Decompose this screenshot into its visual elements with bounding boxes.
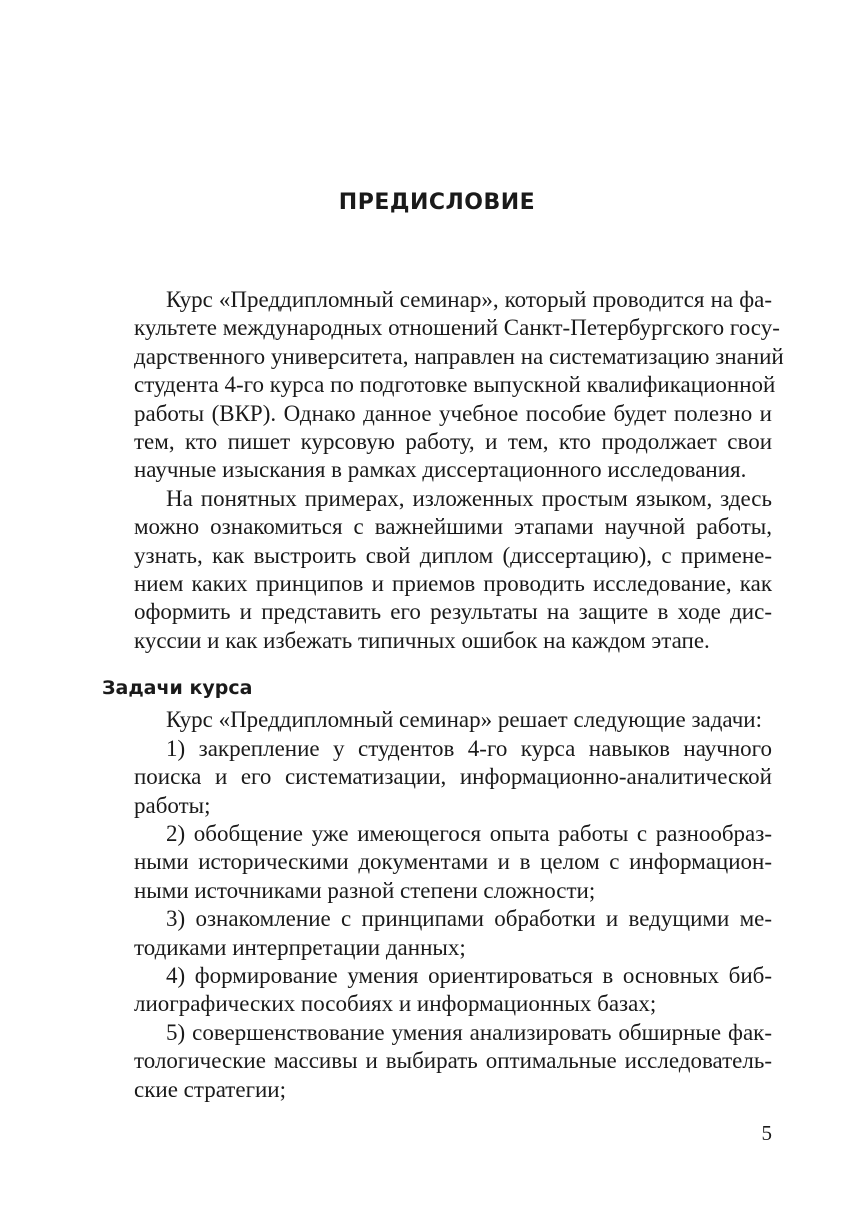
text-line: Курс «Преддипломный семинар», который проводится на фа- — [166, 287, 772, 312]
text-line: работы; — [134, 792, 211, 818]
text-line: куссии и как избежать типичных ошибок на каждом этапе. — [134, 627, 710, 653]
text-line: 2) обобщение уже имеющегося опыта работы с разнообраз- — [166, 820, 772, 846]
task-item-5 — [102, 1019, 772, 1104]
text-line: тодиками интерпретации данных; — [134, 934, 466, 960]
text-line: дарственного университета, направлен на систематизацию знаний — [134, 343, 784, 369]
text-line: научные изыскания в рамках диссертационного исследования. — [134, 457, 747, 483]
text-line: поиска и его систематизации, информационно-аналитической — [134, 764, 772, 790]
text-line: можно ознакомиться с важнейшими этапами научной работы, — [134, 514, 772, 540]
body-text — [102, 286, 784, 1104]
paragraph-1 — [102, 286, 784, 485]
task-item-2 — [102, 820, 772, 905]
page-title: ПРЕДИСЛОВИЕ — [338, 190, 536, 215]
text-line: 3) ознакомление с принципами обработки и ведущими ме- — [166, 906, 772, 932]
text-line: На понятных примерах, изложенных простым языком, здесь — [166, 485, 772, 511]
task-item-1 — [102, 735, 772, 820]
text-line: ские стратегии; — [134, 1076, 287, 1102]
book-page — [102, 0, 784, 1211]
text-line: оформить и представить его результаты на защите в ходе дис- — [134, 599, 772, 625]
text-line: тологические массивы и выбирать оптимальные исследователь- — [134, 1048, 772, 1074]
text-line: студента 4-го курса по подготовке выпускной квалификационной — [134, 372, 776, 398]
section-heading: Задачи курса — [102, 677, 253, 700]
text-line: Курс «Преддипломный семинар» решает следующие задачи: — [166, 707, 762, 733]
text-line: ными историческими документами и в целом с информацион- — [134, 849, 772, 875]
text-line: ными источниками разной степени сложности; — [134, 877, 596, 903]
text-line: тем, кто пишет курсовую работу, и тем, кто продолжает свои — [134, 429, 772, 455]
text-line: 1) закрепление у студентов 4-го курса навыков научного — [166, 735, 772, 761]
page-number: 5 — [761, 1121, 772, 1145]
text-line: 4) формирование умения ориентироваться в основных биб- — [166, 962, 772, 988]
tasks-intro — [102, 706, 772, 734]
task-item-3 — [102, 905, 772, 962]
paragraph-2 — [102, 485, 772, 655]
task-item-4 — [102, 962, 772, 1019]
text-line: лиографических пособиях и информационных базах; — [134, 991, 657, 1017]
text-line: узнать, как выстроить свой диплом (диссертацию), с примене- — [134, 542, 772, 568]
text-line: нием каких принципов и приемов проводить исследование, как — [134, 571, 772, 597]
text-line: 5) совершенствование умения анализировать обширные фак- — [166, 1019, 772, 1045]
text-line: культете международных отношений Санкт-Петербургского госу- — [134, 315, 780, 341]
text-line: работы (ВКР). Однако данное учебное пособие будет полезно и — [134, 400, 772, 426]
